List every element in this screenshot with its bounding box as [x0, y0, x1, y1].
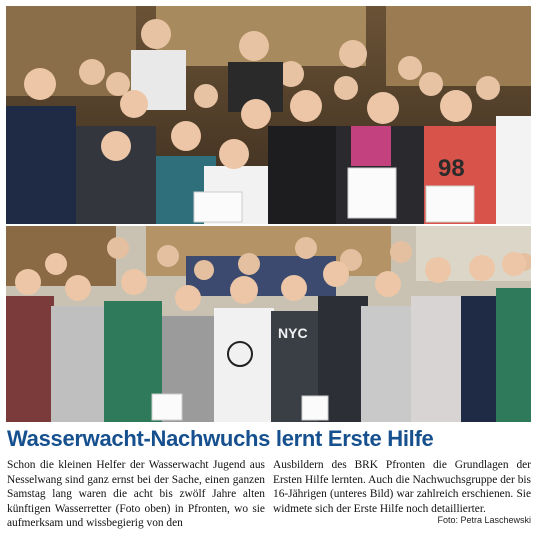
article-headline: Wasserwacht-Nachwuchs lernt Erste Hilfe: [7, 426, 434, 451]
shirt-print-text: 98: [438, 155, 465, 182]
top-group-photo: [6, 6, 531, 224]
article-body-left: Schon die kleinen Helfer der Wasserwacht Jugend aus Nesselwang sind ganz ernst bei der Sache, einen ganzen Samstag lang waren die acht bis zwölf Jahre alten künftigen Wasserretter (Foto oben) in Pfronten, wo sie aufmerksam und wissbegierig von den: [7, 459, 265, 530]
bottom-group-photo: [6, 226, 531, 422]
shirt-print-text: NYC: [278, 325, 308, 341]
photo-credit: Foto: Petra Laschewski: [437, 515, 531, 525]
article-body-right: Ausbildern des BRK Pfronten die Grundlagen der Ersten Hilfe lernten. Auch die Nachwuchsgruppe der bis 16-Jährigen (unteres Bild) war zahlreich erschienen. Sie widmete sich der Erste Hilfe noch detaillierter.: [273, 459, 531, 515]
